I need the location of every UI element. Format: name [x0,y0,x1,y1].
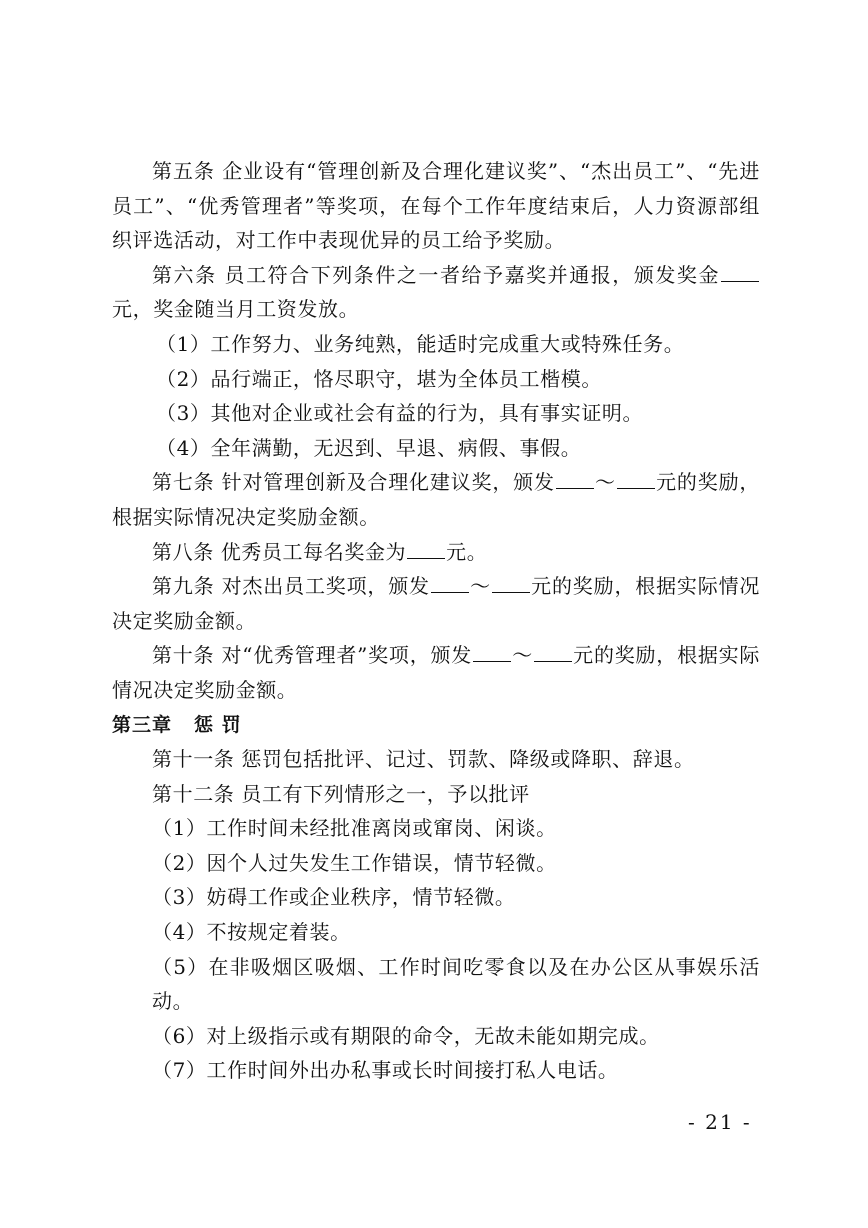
article-9-text-a: 第九条 对杰出员工奖项，颁发 [152,574,430,599]
amount-blank [407,540,445,559]
page-number: - 21 - [688,1110,752,1134]
amount-blank-min [431,574,469,593]
amount-blank-min [473,643,511,662]
amount-blank-min [556,470,594,489]
article-12-item-1: （1）工作时间未经批准离岗或窜岗、闲谈。 [152,816,557,841]
article-6-text-a: 第六条 员工符合下列条件之一者给予嘉奖并通报，颁发奖金 [152,262,720,287]
chapter-label: 第三章 [112,713,173,736]
article-12-item-3: （3）妨碍工作或企业秩序，情节轻微。 [152,885,516,910]
article-12: 第十二条 员工有下列情形之一，予以批评 [152,781,530,806]
article-12-item-5: （5）在非吸烟区吸烟、工作时间吃零食以及在办公区从事娱乐活动。 [152,954,760,1014]
document-body [112,154,760,1088]
range-tilde: ～ [512,643,533,668]
article-7-text-b: 元的奖励，根据实际情况决定奖励金额。 [112,470,760,529]
article-6 [112,258,760,327]
chapter-title: 惩 罚 [194,713,242,736]
article-12-item-7: （7）工作时间外出办私事或长时间接打私人电话。 [152,1058,619,1083]
article-9-text-b: 元的奖励，根据实际情况决定奖励金额。 [112,574,760,633]
article-9 [112,569,760,638]
article-12-item-2: （2）因个人过失发生工作错误，情节轻微。 [152,850,557,875]
article-6-item-4: （4）全年满勤，无迟到、早退、病假、事假。 [156,435,582,460]
article-8-text-b: 元。 [446,539,488,564]
article-6-item-3: （3）其他对企业或社会有益的行为，具有事实证明。 [156,401,644,426]
article-6-item-2: （2）品行端正，恪尽职守，堪为全体员工楷模。 [156,366,602,391]
article-11: 第十一条 惩罚包括批评、记过、罚款、降级或降职、辞退。 [152,747,695,772]
article-8-text-a: 第八条 优秀员工每名奖金为 [152,539,407,564]
article-7-text-a: 第七条 针对管理创新及合理化建议奖，颁发 [152,470,555,495]
article-6-text-b: 元，奖金随当月工资发放。 [112,297,360,322]
article-5: 第五条 企业设有“管理创新及合理化建议奖”、“杰出员工”、“先进员工”、“优秀管理者”等奖项，在每个工作年度结束后，人力资源部组织评选活动，对工作中表现优异的员工给予奖励。 [112,159,760,253]
article-10-text-b: 元的奖励，根据实际情况决定奖励金额。 [112,643,760,702]
article-8 [112,535,760,570]
article-12-item-4: （4）不按规定着装。 [152,920,351,945]
amount-blank [721,263,759,282]
article-10 [112,638,760,707]
amount-blank-max [492,574,530,593]
amount-blank-max [617,470,655,489]
chapter-heading [112,708,760,743]
range-tilde: ～ [594,470,616,495]
article-6-item-1: （1）工作努力、业务纯熟，能适时完成重大或特殊任务。 [156,331,685,356]
article-7 [112,465,760,534]
article-10-text-a: 第十条 对“优秀管理者”奖项，颁发 [152,643,473,668]
amount-blank-max [534,643,572,662]
article-12-item-6: （6）对上级指示或有期限的命令，无故未能如期完成。 [152,1023,660,1048]
range-tilde: ～ [469,574,491,599]
